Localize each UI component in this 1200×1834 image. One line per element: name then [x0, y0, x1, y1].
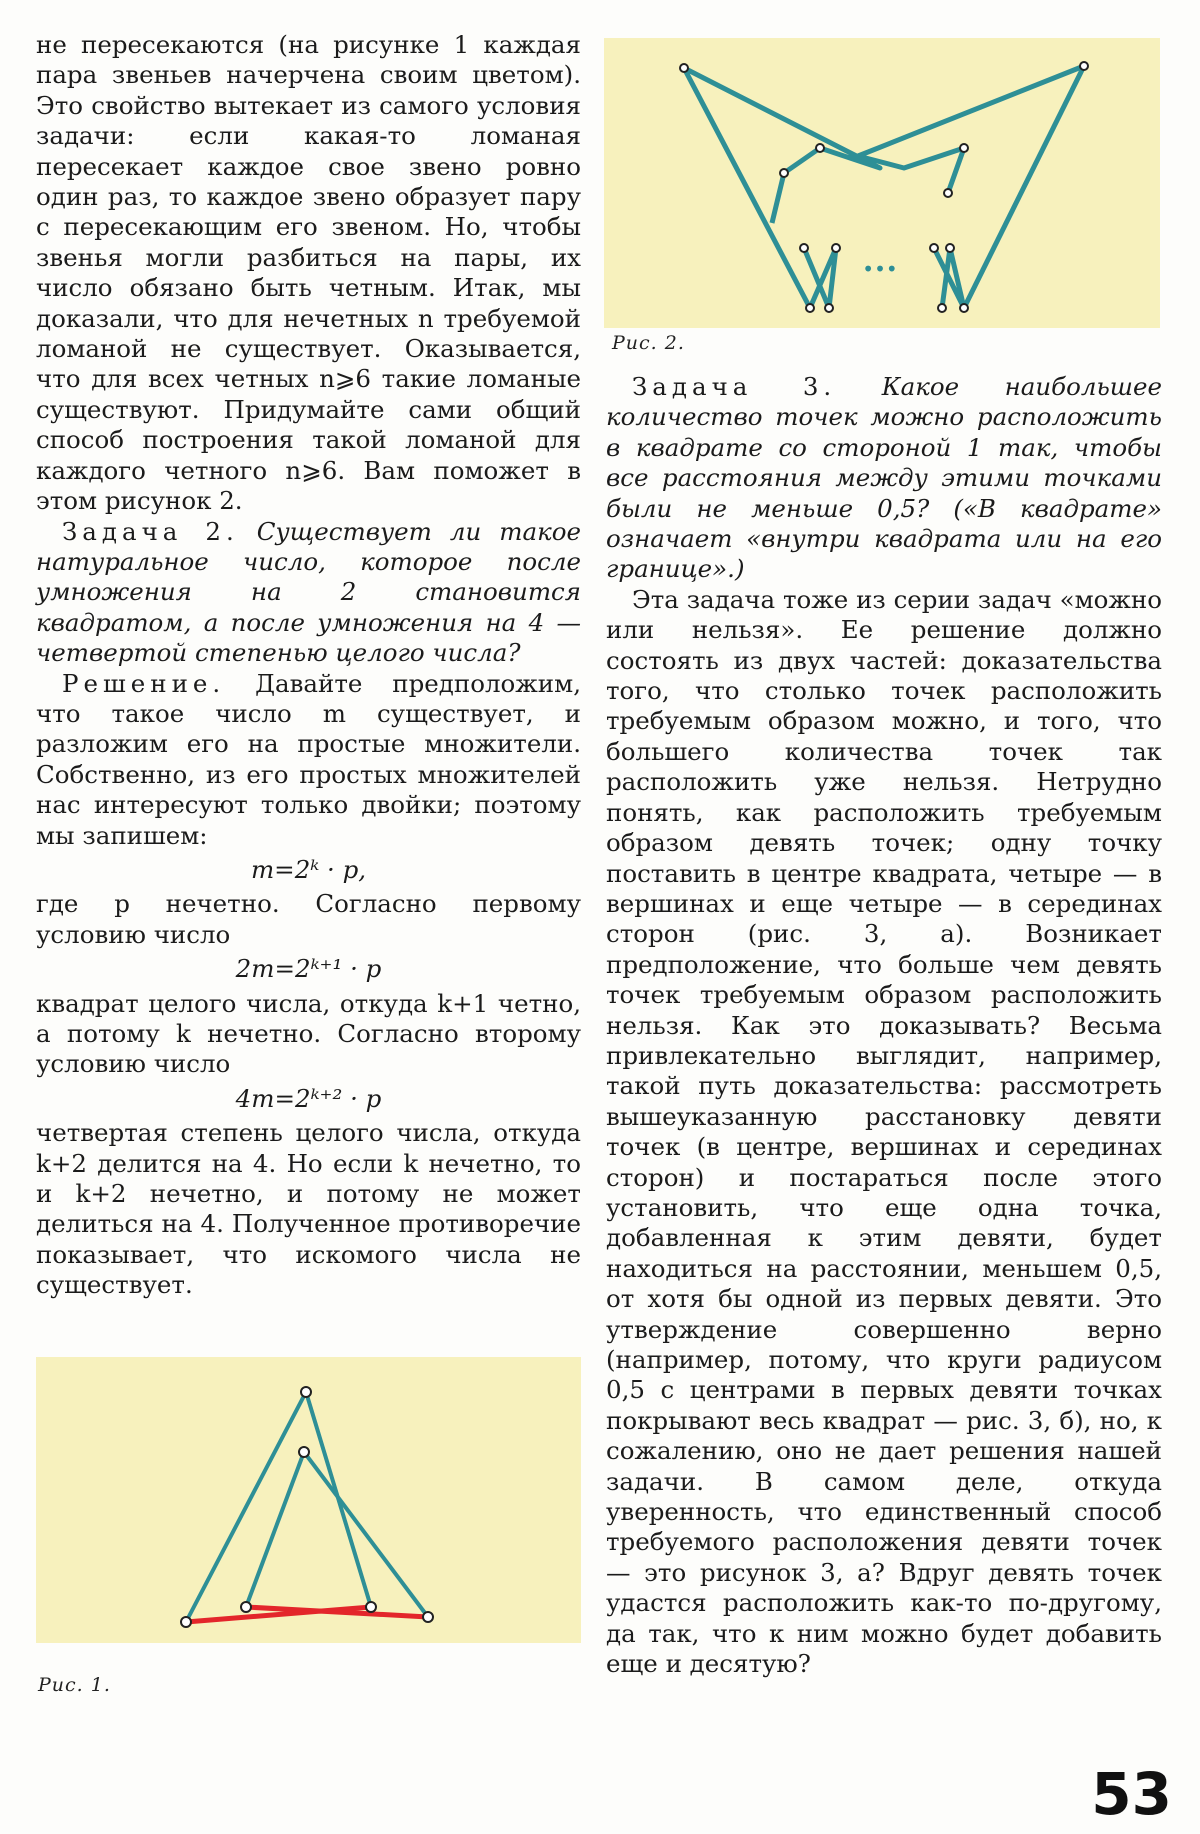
vertex-point	[816, 144, 824, 152]
formula-2: 2m=2ᵏ⁺¹ · p	[235, 954, 382, 984]
vertex-point	[780, 169, 788, 177]
solution-text: Давайте предположим, что такое число m существует, и разложим его на простые множители. Собственно, из его простых множителей нас интересуют только двойки; поэтому мы запишем:	[36, 668, 581, 850]
formula-3: 4m=2ᵏ⁺² · p	[235, 1083, 382, 1113]
vertex-point	[946, 244, 954, 252]
vertex-point	[930, 244, 938, 252]
vertex-point	[299, 1447, 309, 1457]
task3-label: Задача 3.	[632, 372, 837, 401]
paragraph: не пересекаются (на рисунке 1 каждая пара звеньев начерчена своим цветом). Это свойство вытекает из самого условия задачи: если какая-то ломаная пересекает каждое свое звено ровно один раз, то каждое звено образует пару с пересекающим его звеном. Но, чтобы звенья могли разбиться на пары, их число обязано быть четным. Итак, мы доказали, что для нечетных n требуемой ломаной не существует. Оказывается, что для всех четных n⩾6 такие ломаные существуют. Придумайте сами общий способ построения такой ломаной для каждого четного n⩾6. Вам поможет в этом рисунок 2.	[36, 30, 581, 516]
left-column	[36, 30, 581, 1301]
vertex-point	[301, 1387, 311, 1397]
vertex-point	[938, 304, 946, 312]
paragraph: квадрат целого числа, откуда k+1 четно, а потому k нечетно. Согласно второму условию число	[36, 988, 581, 1079]
vertex-point	[366, 1602, 376, 1612]
paragraph: Эта задача тоже из серии задач «можно или нельзя». Ее решение должно состоять из двух частей: доказательства того, что столько точек расположить требуемым образом можно, и того, что большего количества точек так расположить уже нельзя. Нетрудно понять, как расположить требуемым образом девять точек; одну точку поставить в центре квадрата, четыре — в вершинах и еще четыре — в серединах сторон (рис. 3, а). Возникает предположение, что больше чем девять точек требуемым образом расположить нельзя. Как это доказывать? Весьма привлекательно выглядит, например, такой путь доказательства: рассмотреть вышеуказанную расстановку девяти точек (в центре, вершинах и серединах сторон) и постараться после этого установить, что еще одна точка, добавленная к этим девяти, будет находиться на расстоянии, меньшем 0,5, от хотя бы одной из первых девяти. Это утверждение совершенно верно (например, потому, что круги радиусом 0,5 с центрами в первых девяти точках покрывают весь квадрат — рис. 3, б), но, к сожалению, оно не дает решения нашей задачи. В самом деле, откуда уверенность, что единственный способ требуемого расположения девяти точек — это рисунок 3, а? Вдруг девять точек удастся расположить как-то по-другому, да так, что к ним можно будет добавить еще и десятую?	[606, 584, 1162, 1679]
formula-1: m=2ᵏ · p,	[250, 854, 367, 884]
page-number: 53	[1091, 1760, 1172, 1828]
segment-teal	[186, 1392, 306, 1622]
figure-1-drawing	[36, 1357, 581, 1643]
task3-text: Какое наибольшее количество точек можно расположить в квадрате со стороной 1 так, чтобы все расстояния между этими точками были не меньше 0,5? («В квадрате» означает «внутри квадрата или на его границе».)	[606, 372, 1162, 584]
task2-text: Существует ли такое натуральное число, которое после умножения на 2 становится квадратом, а после умножения на 4 — четвертой степенью целого числа?	[36, 516, 582, 668]
figure-1	[36, 1357, 581, 1643]
task2-label: Задача 2.	[62, 516, 239, 546]
vertex-point	[680, 64, 688, 72]
outer-right-segment	[964, 66, 1084, 308]
right-column	[606, 372, 1162, 1679]
polyline-zigzag-right	[934, 248, 964, 308]
figure-2-caption: Рис. 2.	[612, 332, 685, 354]
task3-paragraph	[606, 372, 1162, 585]
polyline-zigzag-left	[804, 248, 836, 308]
vertex-point	[960, 144, 968, 152]
solution-paragraph	[36, 669, 581, 851]
vertex-point	[181, 1617, 191, 1627]
vertex-point	[825, 304, 833, 312]
vertex-point	[241, 1602, 251, 1612]
vertex-point	[806, 304, 814, 312]
vertex-point	[1080, 62, 1088, 70]
vertex-point	[832, 244, 840, 252]
paragraph: где p нечетно. Согласно первому условию число	[36, 889, 581, 949]
paragraph: четвертая степень целого числа, откуда k+2 делится на 4. Но если k нечетно, то и k+2 нечетно, и потому не может делиться на 4. Полученное противоречие показывает, что искомого числа не существует.	[36, 1118, 581, 1300]
solution-label: Решение.	[62, 668, 226, 698]
vertex-point	[960, 304, 968, 312]
vertex-point	[423, 1612, 433, 1622]
ellipsis-dots: •••	[862, 257, 898, 281]
vertex-point	[944, 189, 952, 197]
vertex-point	[800, 244, 808, 252]
task2-paragraph	[36, 517, 581, 669]
figure-2-drawing	[604, 38, 1160, 328]
figure-2	[604, 38, 1160, 328]
polyline-left	[684, 68, 880, 223]
outer-left-segment	[684, 68, 810, 308]
figure-1-caption: Рис. 1.	[38, 1674, 111, 1696]
segment-teal	[246, 1452, 304, 1607]
